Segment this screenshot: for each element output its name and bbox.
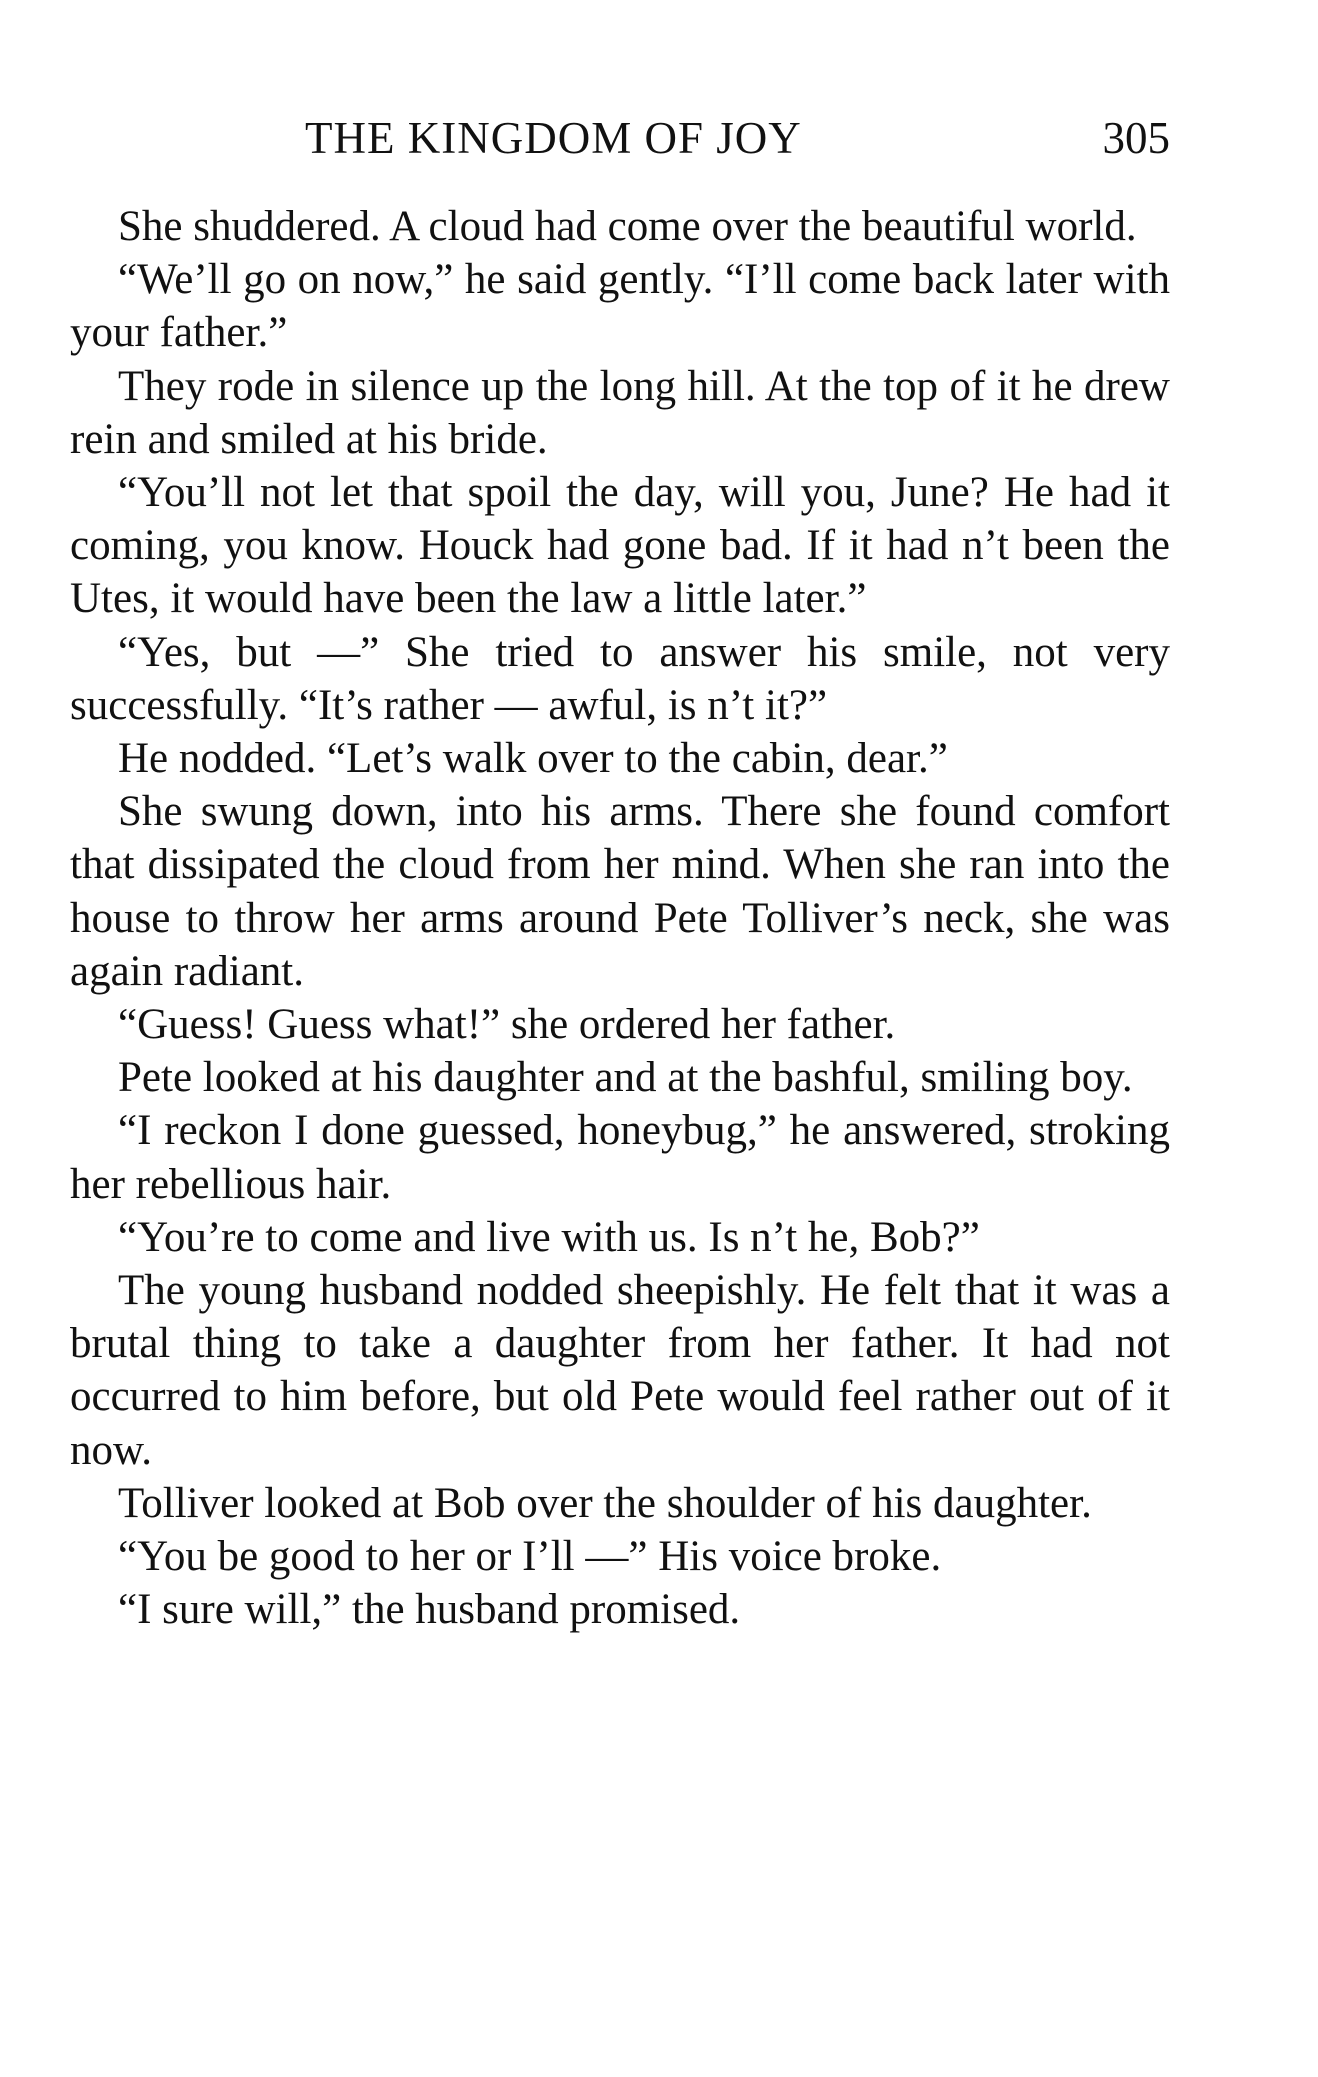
paragraph: “Yes, but —” She tried to answer his smile, not very successfully. “It’s rather — awful, is n’t it?”	[70, 628, 1170, 729]
paragraph: “You’re to come and live with us. Is n’t he, Bob?”	[118, 1213, 980, 1261]
paragraph: She shuddered. A cloud had come over the beautiful world.	[118, 203, 1137, 250]
paragraph: “Guess! Guess what!” she ordered her father.	[118, 1001, 896, 1049]
paragraph: She swung down, into his arms. There she found comfort that dissipated the cloud from her mind. When she ran into the house to throw her arms around Pete Tolliver’s neck, she was again radiant.	[70, 788, 1170, 995]
paragraph: The young husband nodded sheepishly. He felt that it was a brutal thing to take a daughter from her father. It had not occurred to him before, but old Pete would feel rather out of it now.	[70, 1267, 1170, 1474]
paragraph: “We’ll go on now,” he said gently. “I’ll come back later with your father.”	[70, 256, 1170, 357]
paragraph: Pete looked at his daughter and at the bashful, smiling boy.	[118, 1054, 1133, 1102]
body-text	[70, 200, 1170, 1636]
paragraph: “I sure will,” the husband promised.	[118, 1586, 741, 1634]
paragraph: They rode in silence up the long hill. At the top of it he drew rein and smiled at his bride.	[70, 362, 1170, 463]
page-number: 305	[1102, 113, 1170, 163]
running-head	[70, 108, 1170, 168]
paragraph: “I reckon I done guessed, honeybug,” he answered, stroking her rebellious hair.	[70, 1107, 1170, 1208]
paragraph: Tolliver looked at Bob over the shoulder of his daughter.	[118, 1479, 1092, 1527]
paragraph: He nodded. “Let’s walk over to the cabin, dear.”	[118, 735, 948, 783]
running-title: THE KINGDOM OF JOY	[305, 113, 802, 163]
paragraph: “You’ll not let that spoil the day, will you, June? He had it coming, you know. Houck had gone bad. If it had n’t been the Utes, it would have been the law a little later.”	[70, 469, 1170, 623]
paragraph: “You be good to her or I’ll —” His voice broke.	[118, 1533, 942, 1581]
